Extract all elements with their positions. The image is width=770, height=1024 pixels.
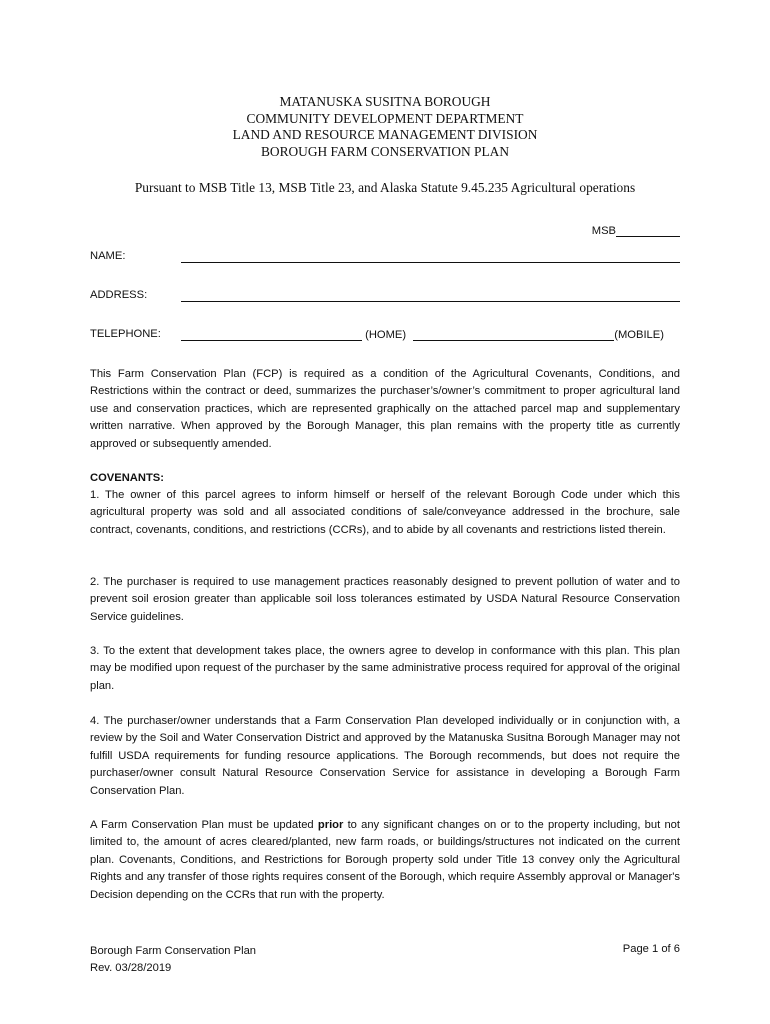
covenant-1: 1. The owner of this parcel agrees to inform himself or herself of the relevant Borough Code under which this agricultural property was sold and all associated conditions of sale/conveyance addressed in the brochure, sale contract, covenants, conditions, and restrictions (CCRs), and to abide by all covenants and restrictions listed therein. — [90, 489, 680, 536]
footer-left — [90, 943, 256, 978]
header-plan-title: BOROUGH FARM CONSERVATION PLAN — [260, 143, 510, 159]
header-borough: MATANUSKA SUSITNA BOROUGH — [279, 94, 491, 109]
footer-title: Borough Farm Conservation Plan — [90, 945, 257, 957]
home-label: (HOME) — [365, 329, 407, 341]
update-paragraph — [90, 817, 680, 904]
msb-label: MSB — [591, 225, 616, 237]
update-text-before: A Farm Conservation Plan must be updated — [90, 819, 318, 831]
address-line[interactable] — [181, 301, 680, 302]
header-division: LAND AND RESOURCE MANAGEMENT DIVISION — [232, 127, 538, 143]
covenants-heading — [90, 470, 680, 487]
home-phone-line[interactable] — [181, 328, 362, 341]
msb-blank[interactable] — [616, 224, 680, 237]
name-line[interactable] — [181, 262, 680, 263]
address-label: ADDRESS: — [90, 289, 148, 301]
telephone-label: TELEPHONE: — [90, 328, 161, 340]
covenant-3: 3. To the extent that development takes place, the owners agree to develop in conformance with this plan. This plan may be modified upon request of the purchaser by the same administrative process required for approval of the original plan. — [90, 645, 680, 692]
document-header — [0, 94, 770, 160]
name-label: NAME: — [90, 250, 126, 262]
pursuant-statement: Pursuant to MSB Title 13, MSB Title 23, and Alaska Statute 9.45.235 Agricultural operations — [134, 180, 636, 195]
intro-paragraph: This Farm Conservation Plan (FCP) is required as a condition of the Agricultural Covenants, Conditions, and Restrictions within the contract or deed, summarizes the purchaser’s/owner’s commitment to proper agricultural land use and conservation practices, which are represented graphically on the attached parcel map and supplementary written narrative. When approved by the Borough Manager, this plan remains with the property title as currently approved or subsequently amended. — [90, 368, 680, 450]
update-text-bold: prior — [317, 819, 344, 831]
footer-revision: Rev. 03/28/2019 — [90, 962, 172, 975]
page-number: Page 1 of 6 — [622, 943, 680, 955]
header-department: COMMUNITY DEVELOPMENT DEPARTMENT — [246, 110, 524, 126]
covenant-4: 4. The purchaser/owner understands that a Farm Conservation Plan developed individually or in conjunction with, a review by the Soil and Water Conservation District and approved by the Matanuska Susitna Borough Manager may not fulfill USDA requirements for funding resource applications. The Borough recommends, but does not require the purchaser/owner consult Natural Resource Conservation Service for assistance in developing a Borough Farm Conservation Plan. — [90, 715, 680, 797]
covenants-heading-text: COVENANTS: — [90, 472, 164, 484]
msb-field[interactable] — [592, 224, 680, 237]
covenant-2: 2. The purchaser is required to use management practices reasonably designed to prevent pollution of water and to prevent soil erosion greater than applicable soil loss tolerances estimated by USDA Natural Resource Conservation Service guidelines. — [90, 576, 680, 623]
mobile-phone-line[interactable] — [413, 328, 614, 341]
mobile-label: (MOBILE) — [614, 329, 664, 341]
update-text-after: to any significant changes on or to the property including, but not limited to, the amount of acres cleared/planted, new farm roads, or buildings/structures not indicated on the current plan. Covenants, Conditions, and Restrictions for Borough property sold under Title 13 convey only the Agricultural Rights and any transfer of those rights requires consent of the Borough, which require Assembly approval or Manager's Decision depending on the CCRs that run with the property. — [90, 819, 681, 901]
